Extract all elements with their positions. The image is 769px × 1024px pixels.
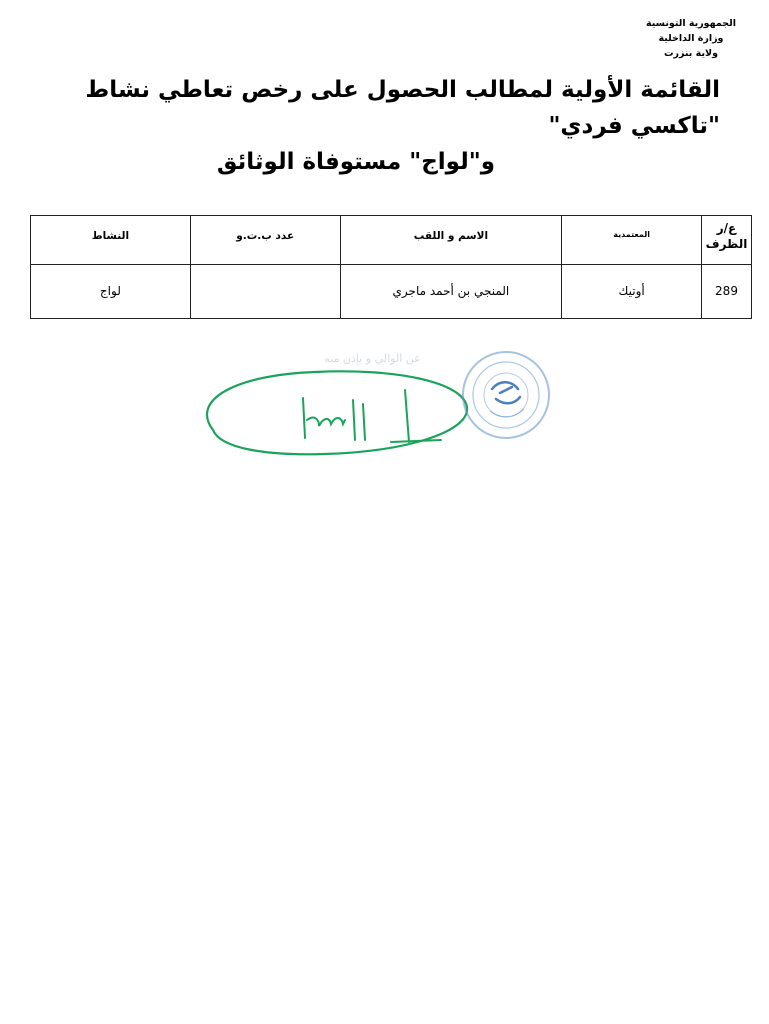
table-header-row	[31, 216, 752, 265]
delegated-signature-text: عن الوالي و بإذن منه	[324, 352, 421, 365]
ministry-name: وزارة الداخلية	[658, 33, 724, 44]
title-line-1: القائمة الأولية لمطالب الحصول على رخص تعاطي نشاط "تاكسي فردي"	[85, 77, 720, 139]
table-row	[31, 265, 752, 319]
header-activity: النشاط	[31, 216, 191, 265]
cell-envelope-number: 289	[702, 265, 752, 319]
title-line-2: و"لواج" مستوفاة الوثائق	[216, 149, 495, 175]
cell-count	[190, 265, 340, 319]
header-full-name: الاسم و اللقب	[340, 216, 562, 265]
governorate-name: ولاية بنزرت	[664, 48, 718, 59]
document-title	[30, 72, 720, 180]
header-envelope-number: ع/ر الظرف	[702, 216, 752, 265]
issuing-authority	[641, 16, 741, 61]
republic-name: الجمهورية التونسية	[646, 18, 736, 29]
applicants-table	[30, 215, 752, 319]
cell-full-name: المنجي بن أحمد ماجري	[340, 265, 562, 319]
header-delegation: المعتمدية	[562, 216, 702, 265]
header-count: عدد ب.ت.و	[190, 216, 340, 265]
handwritten-signature	[195, 360, 475, 470]
official-stamp	[460, 349, 552, 441]
cell-activity: لواج	[31, 265, 191, 319]
cell-delegation: أوتيك	[562, 265, 702, 319]
